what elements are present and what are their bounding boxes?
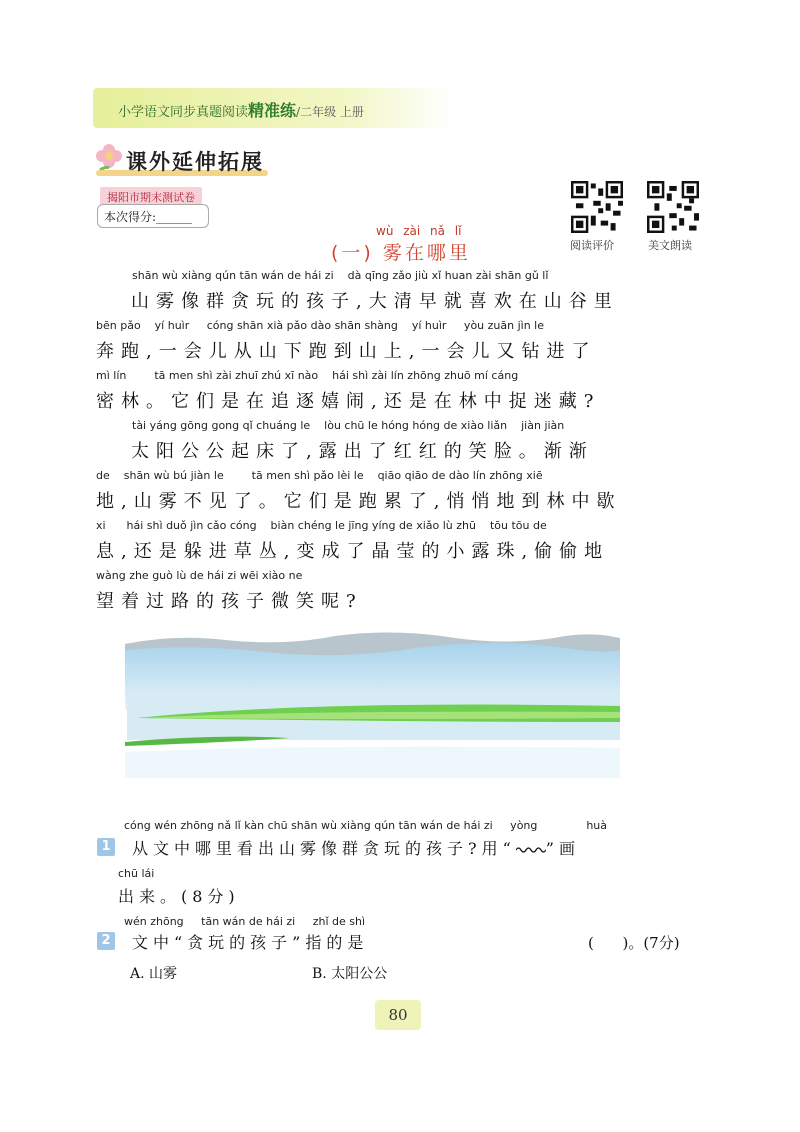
question-2-answer-blank[interactable]: ( )。(7分) bbox=[588, 934, 680, 952]
flower-icon bbox=[92, 140, 126, 174]
passage-line-5: 地,山雾不见了。它们是跑累了,悄悄地到林中歇 bbox=[96, 491, 622, 512]
exam-tag: 揭阳市期末测试卷 bbox=[100, 187, 202, 207]
question-1-text bbox=[132, 836, 580, 859]
passage-pinyin-3: mì lín tā men shì zài zhuī zhú xī nào hái shì zài lín zhōng zhuō mí cáng bbox=[96, 369, 519, 382]
passage-line-2: 奔跑,一会儿从山下跑到山上,一会儿又钻进了 bbox=[96, 341, 597, 362]
question-2-option-b[interactable]: B. 太阳公公 bbox=[312, 966, 388, 982]
qr-label-read-aloud: 美文朗读 bbox=[648, 239, 692, 252]
passage-pinyin-1: shān wù xiàng qún tān wán de hái zi dà qīng zǎo jiù xǐ huan zài shān gǔ lǐ bbox=[132, 269, 549, 282]
story-title: (一) 雾在哪里 bbox=[331, 242, 471, 264]
passage-line-1: 山雾像群贪玩的孩子,大清早就喜欢在山谷里 bbox=[131, 291, 619, 312]
passage-pinyin-4: tài yáng gōng gong qǐ chuáng le lòu chū le hóng hóng de xiào liǎn jiàn jiàn bbox=[132, 419, 565, 432]
qr-code-icon[interactable] bbox=[647, 181, 699, 233]
passage-line-3: 密林。它们是在追逐嬉闹,还是在林中捉迷藏? bbox=[96, 391, 601, 412]
question-2-number: 2 bbox=[97, 932, 115, 950]
score-box: 本次得分:______ bbox=[97, 204, 209, 228]
qr-code-icon[interactable] bbox=[571, 181, 623, 233]
section-title: 课外延伸拓展 bbox=[126, 150, 264, 174]
series-title-emphasis: 精准练 bbox=[248, 101, 297, 120]
passage-pinyin-6: xi hái shì duǒ jìn cǎo cóng biàn chéng le jīng yíng de xiǎo lù zhū tōu tōu de bbox=[96, 519, 547, 532]
question-1-pinyin-2: chū lái bbox=[118, 867, 155, 880]
story-title-pinyin: wù zài nǎ lǐ bbox=[376, 224, 462, 238]
mist-landscape-illustration bbox=[115, 630, 625, 778]
question-1-number: 1 bbox=[97, 838, 115, 856]
page-number: 80 bbox=[375, 1000, 421, 1030]
question-1-text-2: 出来。(8分) bbox=[118, 887, 240, 906]
wavy-underline-icon bbox=[516, 846, 546, 854]
question-2-pinyin: wén zhōng tān wán de hái zi zhǐ de shì bbox=[124, 915, 366, 928]
passage-pinyin-7: wàng zhe guò lù de hái zi wēi xiào ne bbox=[96, 569, 303, 582]
question-2-text: 文中“贪玩的孩子”指的是 bbox=[132, 933, 369, 952]
passage-pinyin-2: bēn pǎo yí huìr cóng shān xià pǎo dào shān shàng yí huìr yòu zuān jìn le bbox=[96, 319, 544, 332]
question-1-text-after: ”画 bbox=[545, 839, 580, 858]
passage-line-6: 息,还是躲进草丛,变成了晶莹的小露珠,偷偷地 bbox=[96, 541, 610, 562]
passage-pinyin-5: de shān wù bú jiàn le tā men shì pǎo lèi le qiāo qiāo de dào lín zhōng xiē bbox=[96, 469, 543, 482]
question-1-text-before: 从文中哪里看出山雾像群贪玩的孩子?用“ bbox=[132, 839, 516, 858]
series-title-main: 小学语文同步真题阅读 bbox=[118, 105, 249, 120]
qr-label-reading-evaluation: 阅读评价 bbox=[570, 239, 614, 252]
passage-line-4: 太阳公公起床了,露出了红红的笑脸。渐渐 bbox=[131, 441, 594, 462]
series-title bbox=[118, 98, 364, 121]
question-1-pinyin: cóng wén zhōng nǎ lǐ kàn chū shān wù xiàng qún tān wán de hái zi yòng huà bbox=[124, 819, 608, 832]
question-2-option-a[interactable]: A. 山雾 bbox=[130, 966, 178, 982]
passage-line-7: 望着过路的孩子微笑呢? bbox=[96, 591, 363, 612]
grade-label: /二年级 上册 bbox=[296, 105, 364, 119]
